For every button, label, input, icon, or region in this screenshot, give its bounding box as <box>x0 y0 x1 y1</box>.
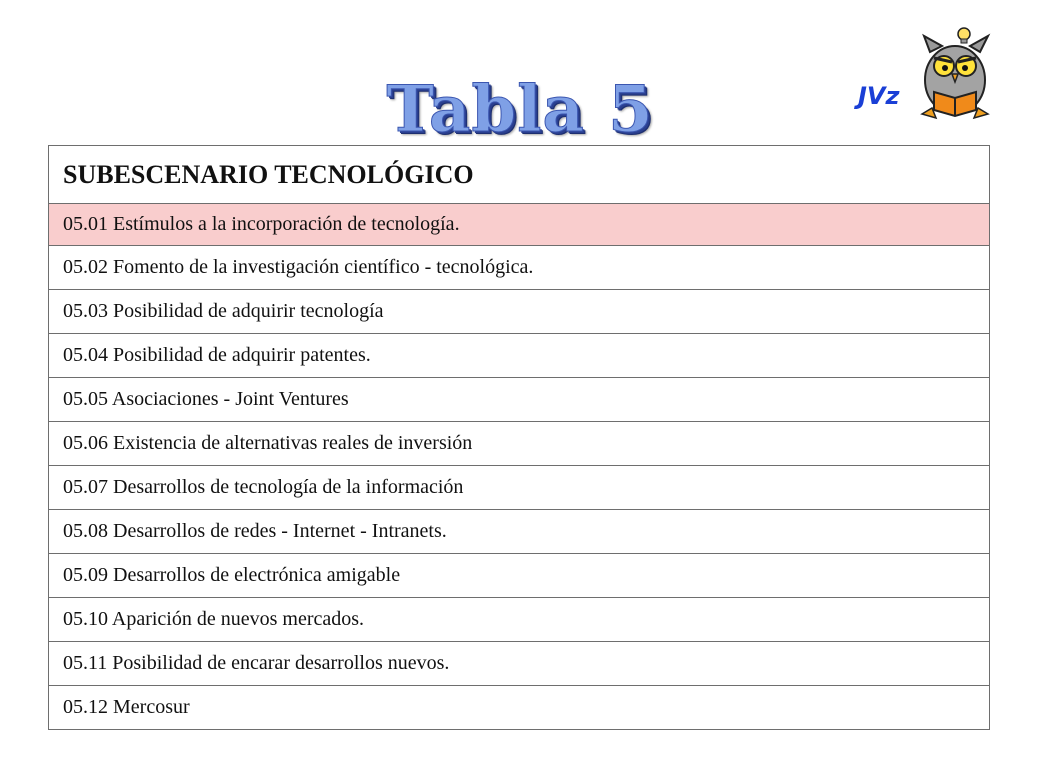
table-row <box>49 422 990 466</box>
table-cell: 05.02 Fomento de la investigación científico - tecnológica. <box>49 246 990 290</box>
table-cell: 05.11 Posibilidad de encarar desarrollos nuevos. <box>49 642 990 686</box>
table-cell: 05.04 Posibilidad de adquirir patentes. <box>49 334 990 378</box>
table-cell: 05.05 Asociaciones - Joint Ventures <box>49 378 990 422</box>
table-row <box>49 466 990 510</box>
table-cell: 05.12 Mercosur <box>49 686 990 730</box>
table-cell: 05.06 Existencia de alternativas reales de inversión <box>49 422 990 466</box>
table-cell: 05.01 Estímulos a la incorporación de tecnología. <box>49 204 990 246</box>
table-row <box>49 598 990 642</box>
slide-title: Tabla 5 <box>386 72 654 147</box>
table-row <box>49 378 990 422</box>
logo-text: JVz <box>858 82 900 110</box>
technology-subscenario-table <box>48 145 990 730</box>
table-row <box>49 204 990 246</box>
table-cell: 05.10 Aparición de nuevos mercados. <box>49 598 990 642</box>
table-cell: 05.07 Desarrollos de tecnología de la información <box>49 466 990 510</box>
table-row <box>49 554 990 598</box>
table-row <box>49 686 990 730</box>
table-header-row <box>49 146 990 204</box>
table-row <box>49 334 990 378</box>
table-cell: 05.03 Posibilidad de adquirir tecnología <box>49 290 990 334</box>
table-row <box>49 290 990 334</box>
table-cell: 05.09 Desarrollos de electrónica amigable <box>49 554 990 598</box>
table-cell: 05.08 Desarrollos de redes - Internet - Intranets. <box>49 510 990 554</box>
table-row <box>49 510 990 554</box>
table-row <box>49 246 990 290</box>
table-header: SUBESCENARIO TECNOLÓGICO <box>49 146 990 204</box>
table-row <box>49 642 990 686</box>
lightbulb-icon <box>958 28 970 43</box>
